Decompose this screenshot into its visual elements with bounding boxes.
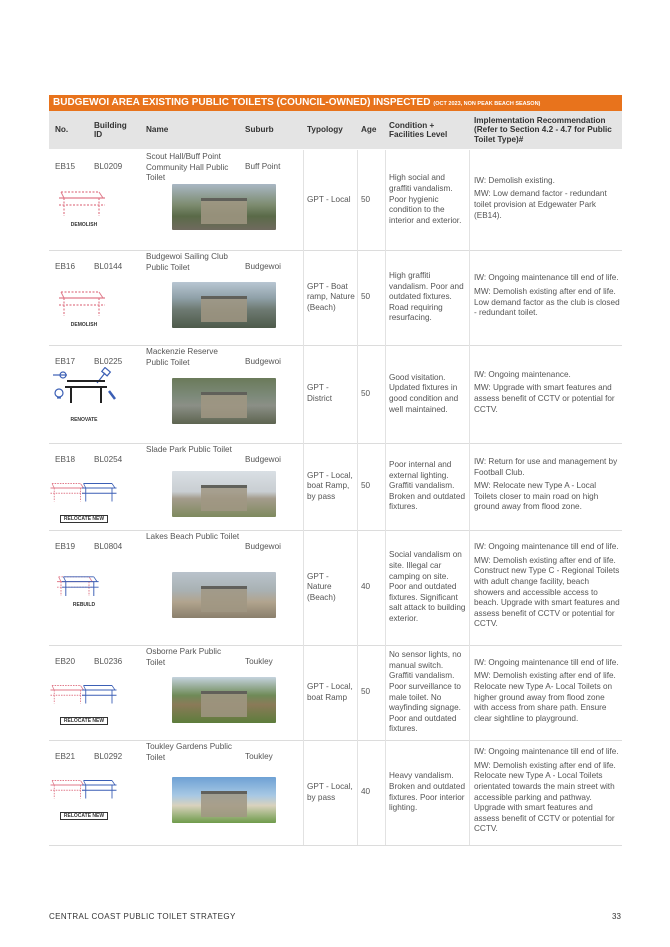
cell-typology [307, 645, 355, 740]
cell-implementation [474, 250, 620, 345]
recommendation-mw: MW: Demolish existing after end of life. Relocate new Type A- Local Toilets on higher ground away from flood zone with access from share path. Ensure clear sightline to playground. [474, 671, 616, 723]
building-shape [201, 296, 247, 322]
typology-text: GPT - Boat ramp, Nature (Beach) [307, 281, 355, 312]
table-header-row [49, 111, 622, 149]
cell-implementation [474, 150, 620, 250]
table-row [49, 443, 622, 531]
cell-no: EB20 [55, 657, 76, 666]
cell-condition [389, 150, 467, 250]
cell-no: EB17 [55, 357, 76, 366]
cell-implementation [474, 645, 620, 740]
implementation-text [474, 542, 620, 633]
cell-condition [389, 645, 467, 740]
typology-text: GPT - Nature (Beach) [307, 571, 336, 602]
cell-building-id: BL0292 [94, 752, 123, 761]
recommendation-iw: IW: Demolish existing. [474, 175, 555, 185]
cell-implementation [474, 740, 620, 845]
column-divider [357, 345, 358, 443]
building-shape [201, 586, 247, 612]
cell-building-id: BL0209 [94, 162, 123, 171]
cell-name: Mackenzie Reserve Public Toilet [146, 347, 218, 367]
typology-text: GPT - Local, boat Ramp [307, 681, 353, 702]
toilet-photo [172, 184, 276, 230]
recommendation-mw: MW: Relocate new Type A - Local Toilets closer to main road on high ground away from flood zone. [474, 481, 599, 512]
table-row [49, 250, 622, 346]
table-subtitle: (OCT 2023, NON PEAK BEACH SEASON) [433, 101, 541, 107]
column-divider [357, 530, 358, 645]
column-divider [303, 443, 304, 530]
cell-age [361, 443, 383, 530]
cell-condition [389, 740, 467, 845]
toilet-photo [172, 471, 276, 517]
cell-implementation [474, 345, 620, 443]
cell-name: Toukley Gardens Public Toilet [146, 742, 233, 762]
condition-text: High graffiti vandalism. Poor and outdated fixtures. Road requiring resurfacing. [389, 270, 464, 323]
implementation-text [474, 273, 620, 322]
cell-typology [307, 345, 355, 443]
typology-text: GPT - Local, by pass [307, 781, 353, 802]
cell-typology [307, 530, 355, 645]
age-text: 50 [361, 687, 371, 697]
cell-implementation [474, 530, 620, 645]
cell-name: Slade Park Public Toilet [146, 445, 232, 454]
building-shape [201, 791, 247, 817]
recommendation-iw: IW: Ongoing maintenance till end of life. [474, 273, 619, 283]
typology-text: GPT - Local, boat Ramp, by pass [307, 470, 353, 501]
cell-name: Osborne Park Public Toilet [146, 647, 222, 667]
column-divider [303, 530, 304, 645]
footer-title: CENTRAL COAST PUBLIC TOILET STRATEGY [49, 912, 236, 921]
implementation-text [474, 747, 620, 838]
cell-building-id: BL0144 [94, 262, 123, 271]
icon-label-text: RELOCATE NEW [60, 515, 108, 523]
header-condition: Condition + Facilities Level [389, 120, 448, 139]
cell-building-id: BL0236 [94, 657, 123, 666]
building-shape [201, 198, 247, 224]
implementation-text [474, 370, 620, 419]
column-divider [357, 645, 358, 740]
toilet-photo [172, 677, 276, 723]
header-building-id: Building ID [94, 120, 127, 139]
cell-typology [307, 250, 355, 345]
cell-age [361, 250, 383, 345]
recommendation-mw: MW: Demolish existing after end of life. Low demand factor as the club is closed - redundant toilet. [474, 286, 620, 318]
table-row [49, 740, 622, 846]
cell-suburb: Budgewoi [245, 542, 281, 551]
icon-label [49, 222, 119, 228]
cell-no: EB16 [55, 262, 76, 271]
building-shape [201, 485, 247, 511]
cell-no: EB19 [55, 542, 76, 551]
cell-condition [389, 345, 467, 443]
implementation-text [474, 176, 620, 225]
column-divider [303, 150, 304, 250]
cell-no: EB15 [55, 162, 76, 171]
header-age: Age [361, 125, 377, 135]
column-divider [385, 645, 386, 740]
header-implementation: Implementation Recommendation (Refer to Section 4.2 - 4.7 for Public Toilet Type)# [474, 115, 612, 144]
cell-no: EB18 [55, 455, 76, 464]
column-divider [469, 150, 470, 250]
recommendation-iw: IW: Ongoing maintenance till end of life. [474, 746, 619, 756]
table-title: BUDGEWOI AREA EXISTING PUBLIC TOILETS (COUNCIL-OWNED) INSPECTED [53, 97, 431, 108]
page-number: 33 [612, 912, 621, 921]
recommendation-mw: MW: Upgrade with smart features and assess benefit of CCTV or potential for CCTV. [474, 383, 615, 414]
column-divider [385, 150, 386, 250]
cell-suburb: Budgewoi [245, 357, 281, 366]
icon-label-text: RENOVATE [70, 417, 98, 423]
cell-suburb: Budgewoi [245, 455, 281, 464]
cell-condition [389, 530, 467, 645]
column-divider [357, 250, 358, 345]
column-divider [469, 345, 470, 443]
cell-age [361, 150, 383, 250]
cell-building-id: BL0254 [94, 455, 123, 464]
column-divider [303, 645, 304, 740]
header-name: Name [146, 125, 169, 135]
cell-suburb: Buff Point [245, 162, 281, 171]
table-row [49, 345, 622, 444]
building-shape [201, 691, 247, 717]
table-row [49, 645, 622, 741]
cell-condition [389, 443, 467, 530]
recommendation-mw: MW: Demolish existing after end of life. Construct new Type C - Regional Toilets with adult change facility, beach showers and accessible access to beach. Upgrade with smart features and assess benefit of CCTV or potential for CCTV. [474, 555, 620, 629]
age-text: 40 [361, 787, 371, 797]
cell-age [361, 345, 383, 443]
condition-text: No sensor lights, no manual switch. Graffiti vandalism. Poor surveillance to male toilet. No wayfinding signage. Poor and outdated fixtures. [389, 649, 462, 734]
column-divider [469, 443, 470, 530]
column-divider [385, 250, 386, 345]
toilet-photo [172, 572, 276, 618]
icon-label [49, 717, 119, 725]
column-divider [385, 345, 386, 443]
cell-building-id: BL0225 [94, 357, 123, 366]
recommendation-iw: IW: Ongoing maintenance. [474, 369, 571, 379]
cell-implementation [474, 443, 620, 530]
toilet-photo [172, 378, 276, 424]
toilet-photo [172, 777, 276, 823]
cell-building-id: BL0804 [94, 542, 123, 551]
column-divider [469, 645, 470, 740]
age-text: 40 [361, 582, 371, 592]
recommendation-mw: MW: Low demand factor - redundant toilet provision at Edgewater Park (EB14). [474, 189, 607, 220]
condition-text: Good visitation. Updated fixtures in good condition and well maintained. [389, 372, 459, 414]
column-divider [469, 740, 470, 845]
icon-label-text: RELOCATE NEW [60, 812, 108, 820]
cell-suburb: Budgewoi [245, 262, 281, 271]
renovate-icon [49, 367, 119, 413]
icon-label [49, 515, 119, 523]
toilet-photo [172, 282, 276, 328]
column-divider [303, 740, 304, 845]
implementation-text [474, 658, 620, 728]
recommendation-iw: IW: Ongoing maintenance till end of life. [474, 541, 619, 551]
cell-typology [307, 150, 355, 250]
column-divider [357, 443, 358, 530]
column-divider [469, 250, 470, 345]
column-divider [357, 150, 358, 250]
header-no: No. [55, 125, 69, 135]
icon-label [49, 602, 119, 608]
cell-age [361, 530, 383, 645]
header-suburb: Suburb [245, 125, 274, 135]
age-text: 50 [361, 194, 371, 204]
cell-typology [307, 443, 355, 530]
column-divider [385, 443, 386, 530]
recommendation-iw: IW: Return for use and management by Football Club. [474, 456, 618, 477]
icon-label-text: REBUILD [72, 602, 96, 608]
table-title-bar [49, 95, 622, 111]
typology-text: GPT - Local [307, 194, 351, 204]
condition-text: Poor internal and external lighting. Graffiti vandalism. Broken and outdated fixtures. [389, 459, 466, 512]
building-shape [201, 392, 247, 418]
column-divider [385, 740, 386, 845]
cell-age [361, 740, 383, 845]
cell-condition [389, 250, 467, 345]
typology-text: GPT - District [307, 383, 333, 403]
condition-text: High social and graffiti vandalism. Poor hygienic condition to the interior and exterior. [389, 173, 462, 225]
icon-label-text: DEMOLISH [70, 222, 98, 228]
recommendation-iw: IW: Ongoing maintenance till end of life. [474, 657, 619, 667]
column-divider [303, 250, 304, 345]
icon-label-text: RELOCATE NEW [60, 717, 108, 725]
table-row [49, 530, 622, 646]
cell-no: EB21 [55, 752, 76, 761]
icon-label [49, 417, 119, 423]
condition-text: Social vandalism on site. Illegal car camping on site. Poor and outdated fixtures. Significant salt attack to building exterior. [389, 550, 466, 624]
header-typology: Typology [307, 125, 343, 135]
cell-suburb: Toukley [245, 752, 273, 761]
implementation-text [474, 457, 620, 516]
cell-age [361, 645, 383, 740]
age-text: 50 [361, 388, 371, 398]
icon-label [49, 322, 119, 328]
icon-label-text: DEMOLISH [70, 322, 98, 328]
column-divider [303, 345, 304, 443]
table-row [49, 150, 622, 251]
icon-label [49, 812, 119, 820]
age-text: 50 [361, 292, 371, 302]
cell-suburb: Toukley [245, 657, 273, 666]
age-text: 50 [361, 481, 371, 491]
condition-text: Heavy vandalism. Broken and outdated fixtures. Poor interior lighting. [389, 771, 466, 813]
recommendation-mw: MW: Demolish existing after end of life. Relocate new Type A - Local Toilets orientated towards the main street with accessible parking and pathway. Upgrade with smart features and assess benefit of CCTV or potential for CCTV. [474, 760, 616, 834]
cell-name: Lakes Beach Public Toilet [146, 532, 240, 541]
column-divider [357, 740, 358, 845]
column-divider [469, 530, 470, 645]
column-divider [385, 530, 386, 645]
cell-name: Budgewoi Sailing Club Public Toilet [146, 252, 228, 272]
cell-typology [307, 740, 355, 845]
cell-name: Scout Hall/Buff Point Community Hall Public Toilet [146, 152, 229, 183]
